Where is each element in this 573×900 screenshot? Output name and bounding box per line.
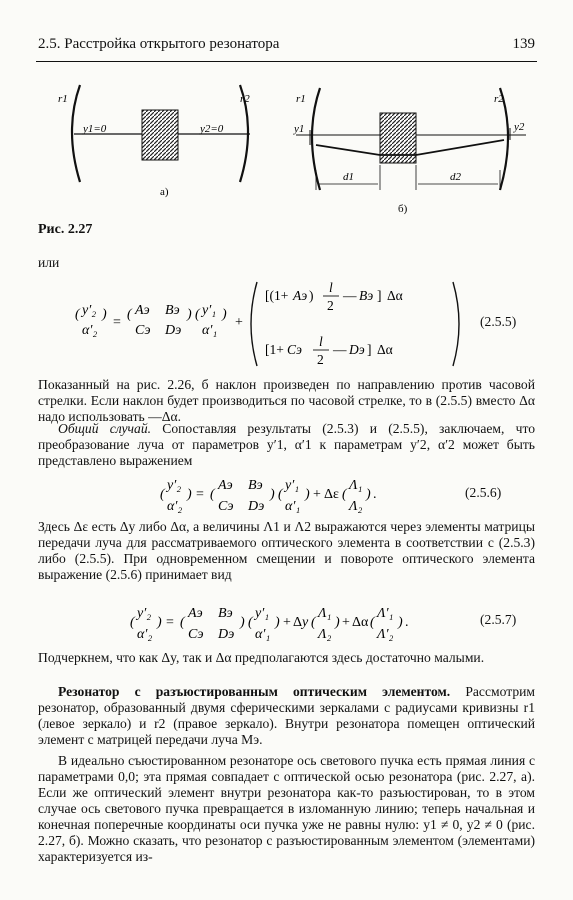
svg-text:2: 2	[317, 352, 324, 367]
svg-text:Bэ: Bэ	[165, 303, 180, 318]
page-number: 139	[512, 36, 535, 52]
label-y1: y1	[294, 123, 305, 135]
svg-text:Bэ: Bэ	[218, 606, 233, 621]
svg-text:α′₂: α′₂	[137, 627, 153, 642]
svg-text:2: 2	[327, 298, 334, 313]
svg-text:α′₁: α′₁	[255, 627, 271, 642]
text-or: или	[38, 255, 60, 270]
paragraph-text: Здесь Δε есть Δy либо Δα, а величины Λ1 и Λ2 выражаются через элементы матрицы передачи луча для рассматриваемого оптического элемента в соответствии с (2.5.3) либо (2.5.5). При одновременном смещении и повороте оптического элемента выражение (2.5.6) принимает вид	[38, 519, 535, 582]
equation-2-5-6	[160, 470, 410, 518]
svg-text:Δα: Δα	[352, 615, 369, 630]
paragraph-text: Подчеркнем, что как Δy, так и Δα предполагаются здесь достаточно малыми.	[38, 650, 485, 665]
svg-text:): )	[187, 307, 192, 322]
svg-text:Dэ: Dэ	[349, 342, 365, 357]
paragraph-text: Сопоставляя результаты (2.5.3) и (2.5.5), заключаем, что преобразование луча от параметров y′1, α′1 к параметрам y′2, α′2 может быть представлено выражением	[38, 421, 536, 468]
figure-panel-b	[288, 80, 533, 220]
svg-text:Dэ: Dэ	[165, 323, 182, 338]
svg-text:y: y	[302, 615, 309, 630]
svg-text:(: (	[130, 615, 135, 630]
equation-number: (2.5.7)	[480, 612, 517, 627]
svg-text:y′₂: y′₂	[82, 303, 97, 318]
running-header	[38, 36, 535, 56]
svg-text:.: .	[405, 615, 409, 630]
svg-text:=: =	[196, 487, 204, 502]
svg-text:Δε: Δε	[324, 487, 339, 502]
svg-text:+: +	[235, 315, 243, 330]
svg-text:=: =	[166, 615, 174, 630]
paragraph	[38, 421, 535, 469]
svg-text:]: ]	[377, 288, 382, 303]
svg-text:Cэ: Cэ	[218, 499, 234, 514]
svg-text:Bэ: Bэ	[359, 288, 374, 303]
svg-text:+: +	[313, 487, 321, 502]
svg-text:): )	[366, 487, 371, 502]
section-title: 2.5. Расстройка открытого резонатора	[38, 36, 280, 52]
svg-text:α′₂: α′₂	[82, 323, 98, 338]
figure-caption: Рис. 2.27	[38, 222, 93, 237]
svg-text:+: +	[342, 615, 350, 630]
svg-text:Aэ: Aэ	[135, 303, 150, 318]
svg-text:(: (	[127, 307, 132, 322]
svg-text:): )	[102, 307, 107, 322]
equation-2-5-5	[75, 278, 470, 370]
equation-number: (2.5.6)	[465, 485, 502, 500]
paragraph-lead: Общий случай.	[58, 421, 152, 436]
svg-text:(: (	[342, 487, 347, 502]
svg-text:Cэ: Cэ	[188, 627, 204, 642]
svg-text:Bэ: Bэ	[248, 478, 263, 493]
svg-text:+: +	[283, 615, 291, 630]
svg-text:Λ′₁: Λ′₁	[377, 606, 394, 621]
svg-text:Λ₂: Λ₂	[318, 627, 332, 642]
svg-text:α′₂: α′₂	[167, 499, 183, 514]
label-d2: d2	[450, 171, 461, 183]
svg-text:(: (	[311, 615, 316, 630]
svg-text:(: (	[210, 487, 215, 502]
svg-text:Λ₂: Λ₂	[349, 499, 363, 514]
paragraph	[38, 753, 535, 865]
svg-text:(: (	[370, 615, 375, 630]
svg-text:—: —	[343, 288, 357, 303]
paragraph	[38, 377, 535, 425]
mirror-label-r1: r1	[296, 93, 306, 105]
paragraph-text: В идеально съюстированном резонаторе ось светового пучка есть прямая линия с параметрами 0,0; эта прямая совпадает с оптической осью резонатора (рис. 2.27, а). Если же оптический элемент внутри резонатора как-то разъюстирован, то в этом случае ось светового пучка превращается в изломанную линию; теперь начальная и конечная поперечные координаты оси пучка уже не равны нулю: y1 ≠ 0, y2 ≠ 0 (рис. 2.27, б). Можно сказать, что резонатор с разъюстированным элементом (элементами) характеризуется из-	[38, 753, 535, 864]
svg-text:Dэ: Dэ	[218, 627, 235, 642]
panel-a-label: а)	[160, 186, 169, 198]
panel-b-label: б)	[398, 203, 408, 215]
svg-text:.: .	[373, 487, 377, 502]
svg-text:l: l	[329, 280, 333, 295]
equation-2-5-7	[130, 598, 460, 646]
svg-text:): )	[275, 615, 280, 630]
svg-text:Cэ: Cэ	[287, 342, 302, 357]
paragraph	[38, 519, 535, 583]
svg-text:[1+: [1+	[265, 342, 284, 357]
svg-text:Dэ: Dэ	[248, 499, 265, 514]
mirror-label-r1: r1	[58, 93, 68, 105]
svg-text:): )	[240, 615, 245, 630]
mirror-label-r2: r2	[240, 93, 250, 105]
label-d1: d1	[343, 171, 354, 183]
svg-text:y′₁: y′₁	[285, 478, 300, 493]
svg-text:(: (	[195, 307, 200, 322]
svg-text:(: (	[180, 615, 185, 630]
svg-text:(: (	[160, 487, 165, 502]
paragraph-lead: Резонатор с разъюстированным оптическим элементом.	[58, 684, 451, 699]
label-y1: y1=0	[83, 123, 107, 135]
svg-text:): )	[270, 487, 275, 502]
paragraph	[38, 650, 535, 666]
equation-number: (2.5.5)	[480, 314, 517, 329]
svg-text:): )	[335, 615, 340, 630]
svg-text:(: (	[75, 307, 80, 322]
svg-text:Aэ: Aэ	[218, 478, 233, 493]
svg-text:Δα: Δα	[377, 342, 393, 357]
svg-text:(: (	[278, 487, 283, 502]
svg-text:): )	[309, 288, 314, 303]
svg-text:Aэ: Aэ	[188, 606, 203, 621]
label-y2: y2=0	[200, 123, 224, 135]
svg-text:Λ₁: Λ₁	[318, 606, 332, 621]
header-rule	[36, 61, 537, 62]
svg-text:y′₁: y′₁	[255, 606, 270, 621]
paragraph	[38, 684, 535, 748]
svg-text:): )	[222, 307, 227, 322]
svg-text:Cэ: Cэ	[135, 323, 151, 338]
svg-text:Δα: Δα	[387, 288, 403, 303]
paragraph-text: Рассмотрим резонатор, образованный двумя сферическими зеркалами с радиусами кривизны r1 (левое зеркало) и r2 (правое зеркало). Внутри резонатора помещен оптический элемент с матрицей передачи луча Mэ.	[38, 684, 536, 747]
svg-text:Δ: Δ	[293, 615, 303, 630]
svg-text:α′₁: α′₁	[202, 323, 218, 338]
svg-text:(: (	[248, 615, 253, 630]
label-y2: y2	[514, 121, 525, 133]
svg-text:): )	[157, 615, 162, 630]
paragraph-text: Показанный на рис. 2.26, б наклон произведен по направлению против часовой стрелки. Если наклон будет производиться по часовой стрелке, то в (2.5.5) вместо Δα надо использовать —Δα.	[38, 377, 535, 424]
svg-text:y′₁: y′₁	[202, 303, 217, 318]
svg-text:Aэ: Aэ	[293, 288, 308, 303]
svg-text:y′₂: y′₂	[167, 478, 182, 493]
svg-text:]: ]	[367, 342, 372, 357]
svg-text:l: l	[319, 334, 323, 349]
mirror-label-r2: r2	[494, 93, 504, 105]
svg-text:Λ₁: Λ₁	[349, 478, 363, 493]
svg-text:): )	[187, 487, 192, 502]
svg-text:α′₁: α′₁	[285, 499, 301, 514]
svg-text:=: =	[113, 315, 121, 330]
svg-text:): )	[398, 615, 403, 630]
svg-text:[(1+: [(1+	[265, 288, 289, 303]
svg-text:—: —	[333, 342, 347, 357]
figure-panel-a	[50, 80, 280, 200]
svg-text:y′₂: y′₂	[137, 606, 152, 621]
svg-text:Λ′₂: Λ′₂	[377, 627, 394, 642]
svg-text:): )	[305, 487, 310, 502]
